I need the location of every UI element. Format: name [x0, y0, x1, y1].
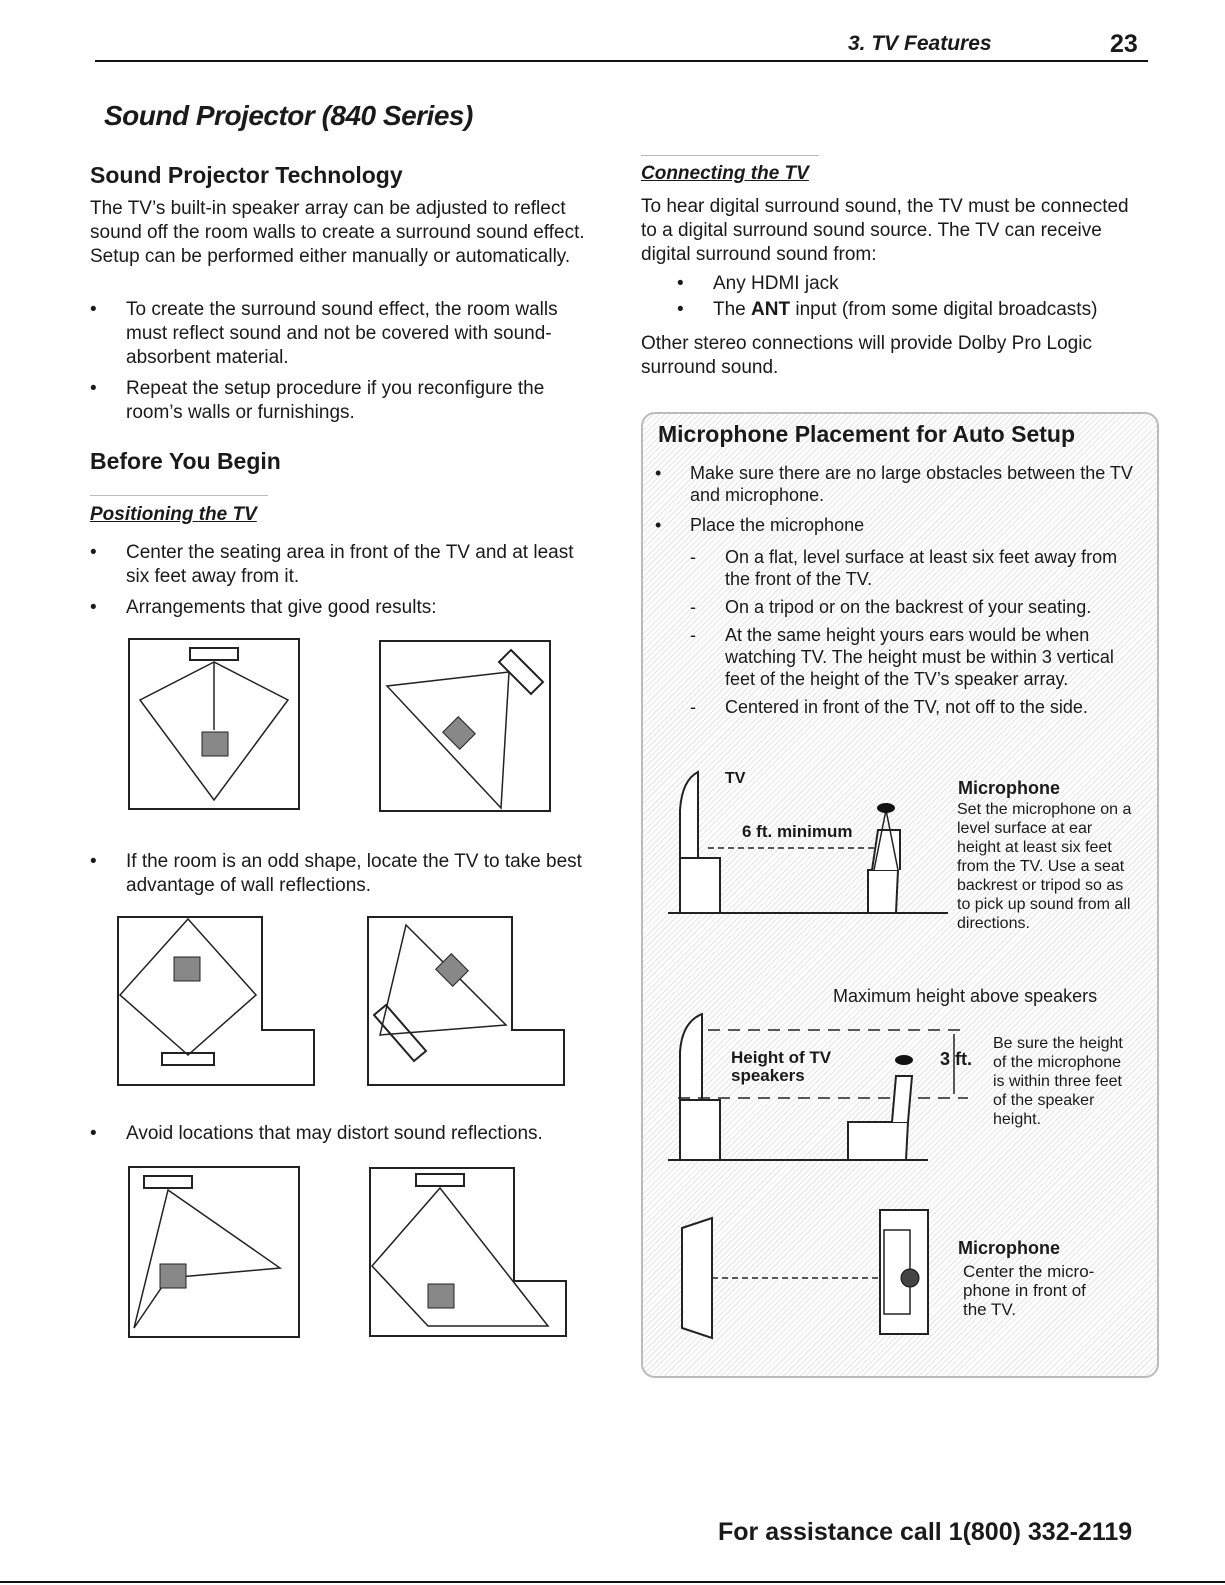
- fig2-speakers-label: Height of TV speakers: [731, 1048, 832, 1085]
- page-number: 23: [1110, 30, 1138, 58]
- subheading-overline: [90, 495, 268, 496]
- fig1-microphone-label: Microphone: [958, 778, 1060, 798]
- tech-paragraph: The TV’s built-in speaker array can be adjusted to reflect sound off the room walls to create a surround sound effect. Setup can be performed either manually or automatically.: [90, 198, 585, 267]
- connecting-bullet-hdmi: • Any HDMI jack: [677, 272, 1147, 296]
- header-rule: [95, 60, 1148, 62]
- fig1-tv-label: TV: [725, 770, 746, 787]
- tech-bullet-list: [90, 298, 590, 432]
- mic-box-bullet-1: • Make sure there are no large obstacles between the TV and microphone.: [655, 463, 1133, 505]
- tech-bullet-1: • To create the surround sound effect, the room walls must reflect sound and not be covered with sound-absorbent material.: [90, 298, 590, 370]
- tech-bullet-2: • Repeat the setup procedure if you reconfigure the room’s walls or furnishings.: [90, 377, 590, 425]
- avoid-bullet-list: [90, 1122, 590, 1153]
- good-arrangement-diagram-1: [128, 638, 300, 810]
- bad-arrangement-diagram-2: [368, 1166, 568, 1338]
- ant-label: ANT: [751, 299, 791, 320]
- bottom-rule: [0, 1581, 1225, 1583]
- connecting-paragraph: To hear digital surround sound, the TV must be connected to a digital surround sound source. The TV can receive digital surround sound from:: [641, 196, 1129, 265]
- fig3-note: Center the micro-phone in front of the TV.: [963, 1262, 1095, 1319]
- subheading-positioning-the-tv: Positioning the TV: [90, 504, 257, 525]
- heading-before-you-begin: Before You Begin: [90, 448, 281, 474]
- mic-box-title: Microphone Placement for Auto Setup: [658, 421, 1076, 447]
- connecting-bullet-list: [677, 272, 1147, 329]
- fig3-microphone-label: Microphone: [958, 1238, 1060, 1258]
- fig1-note: Set the microphone on a level surface at ear height at least six feet from the TV. Use a seat backrest or tripod so as to pick up sound from all directions.: [957, 801, 1132, 932]
- positioning-bullet-list: [90, 541, 590, 627]
- subheading-connecting-the-tv: Connecting the TV: [641, 163, 809, 184]
- odd-shape-bullet-list: [90, 850, 590, 905]
- bad-arrangement-diagram-1: [128, 1166, 300, 1338]
- mic-dash-1: - On a flat, level surface at least six feet away from the front of the TV.: [690, 547, 1118, 589]
- odd-shape-diagram-2: [366, 915, 566, 1087]
- mic-box-bullet-2: • Place the microphone: [655, 515, 865, 535]
- mic-dash-3: - At the same height yours ears would be when watching TV. The height must be within 3 vertical feet of the height of the TV’s speaker array.: [690, 625, 1114, 689]
- fig2-note: Be sure the height of the microphone is within three feet of the speaker height.: [993, 1035, 1123, 1128]
- footer-assistance-line: For assistance call 1(800) 332-2119: [718, 1518, 1133, 1546]
- mic-figure-top-view: [672, 1208, 952, 1348]
- odd-shape-bullet: • If the room is an odd shape, locate the TV to take best advantage of wall reflections.: [90, 850, 590, 898]
- connecting-overline: [641, 155, 819, 156]
- positioning-bullet-1: • Center the seating area in front of the TV and at least six feet away from it.: [90, 541, 590, 589]
- heading-sound-projector-technology: Sound Projector Technology: [90, 162, 403, 188]
- avoid-bullet: • Avoid locations that may distort sound reflections.: [90, 1122, 590, 1146]
- mic-figure-distance: [668, 770, 958, 915]
- mic-box-dash-list: [690, 546, 1145, 718]
- mic-dash-2: - On a tripod or on the backrest of your seating.: [690, 597, 1092, 617]
- connecting-bullet-ant: • The ANT input (from some digital broadcasts): [677, 298, 1147, 322]
- fig1-distance-label: 6 ft. minimum: [742, 822, 853, 841]
- mic-figure-height: [668, 1012, 988, 1162]
- mic-dash-4: - Centered in front of the TV, not off to the side.: [690, 697, 1088, 717]
- positioning-bullet-2: • Arrangements that give good results:: [90, 596, 590, 620]
- fig2-height-label: 3 ft.: [940, 1049, 973, 1069]
- section-title: Sound Projector (840 Series): [104, 100, 473, 131]
- fig2-top-label: Maximum height above speakers: [833, 986, 1098, 1006]
- good-arrangement-diagram-2: [379, 640, 551, 812]
- header-section-title: 3. TV Features: [848, 32, 992, 55]
- other-connections-paragraph: Other stereo connections will provide Dolby Pro Logic surround sound.: [641, 333, 1092, 378]
- odd-shape-diagram-1: [116, 915, 316, 1087]
